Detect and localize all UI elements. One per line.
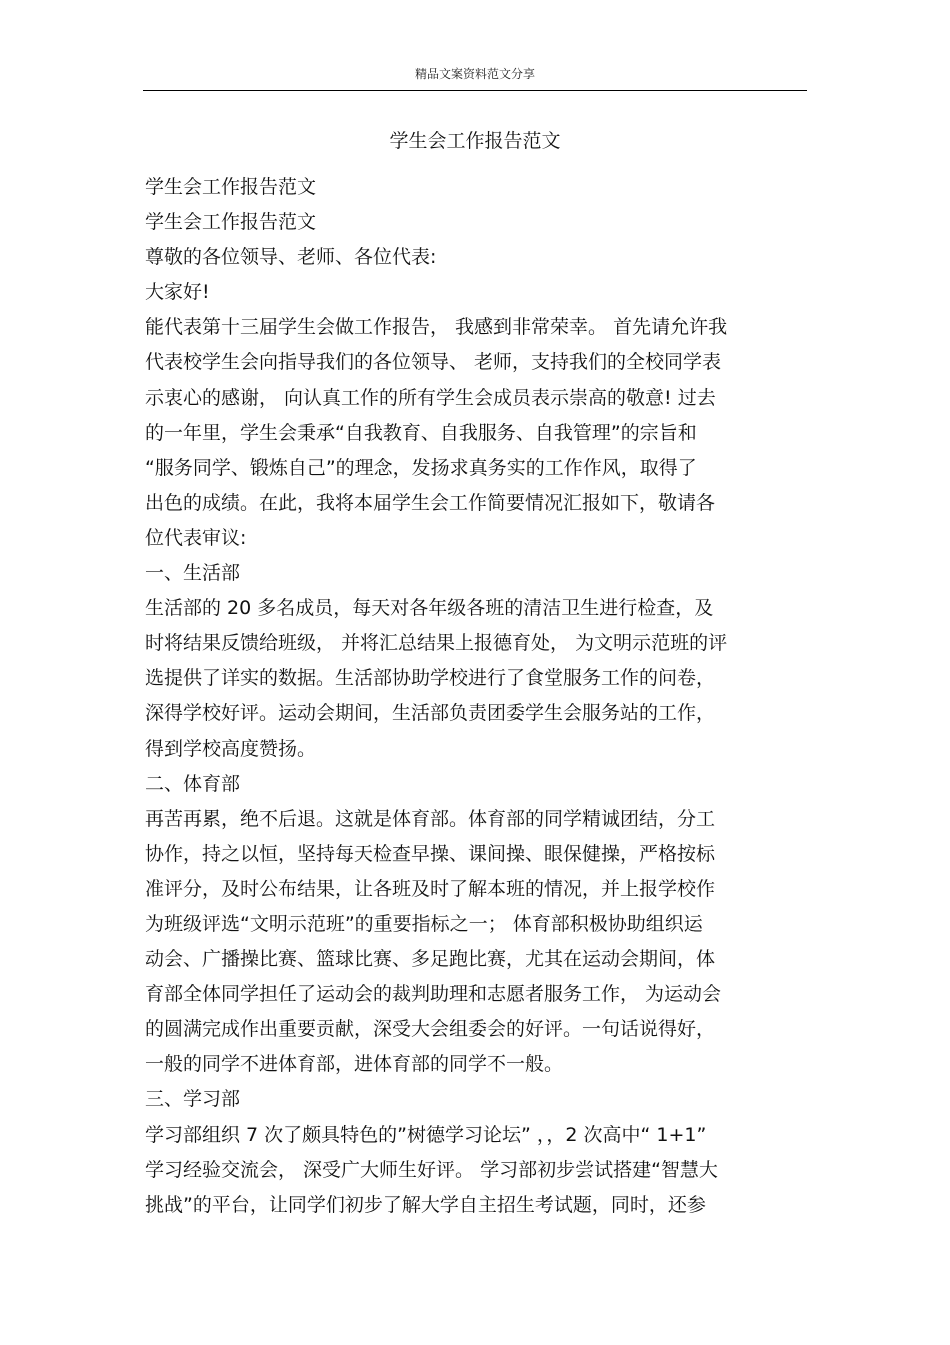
document-body [145,170,815,1223]
body-line: 大家好! [145,281,210,304]
body-line: 得到学校高度赞扬。 [145,737,317,760]
body-line: 学习经验交流会， 深受广大师生好评。 学习部初步尝试搭建“智慧大 [145,1158,718,1181]
body-line: 生活部的 20 多名成员，每天对各年级各班的清洁卫生进行检查，及 [145,597,714,620]
body-line: 育部全体同学担任了运动会的裁判助理和志愿者服务工作， 为运动会 [145,983,722,1006]
body-line: 二、体育部 [145,772,241,795]
body-line: 尊敬的各位领导、老师、各位代表: [145,246,437,269]
body-line: 学生会工作报告范文 [145,176,317,198]
body-line: 再苦再累，绝不后退。这就是体育部。体育部的同学精诚团结，分工 [145,807,716,830]
body-line: 动会、广播操比赛、篮球比赛、多足跑比赛，尤其在运动会期间，体 [145,948,716,971]
body-line: 准评分，及时公布结果，让各班及时了解本班的情况，并上报学校作 [145,877,716,900]
body-line: 的圆满完成作出重要贡献，深受大会组委会的好评。一句话说得好， [145,1018,716,1041]
body-line: 学生会工作报告范文 [145,211,317,234]
body-line: 位代表审议: [145,526,247,549]
body-line: 的一年里，学生会秉承“自我教育、自我服务、自我管理”的宗旨和 [145,421,697,444]
page-header: 精品文案资料范文分享 [414,67,535,81]
body-line: 示衷心的感谢， 向认真工作的所有学生会成员表示崇高的敬意! 过去 [145,386,716,409]
body-line: 能代表第十三届学生会做工作报告， 我感到非常荣幸。 首先请允许我 [145,316,728,339]
body-line: 挑战”的平台，让同学们初步了解大学自主招生考试题，同时，还参 [145,1193,706,1216]
header-divider [143,90,807,91]
body-line: 一般的同学不进体育部，进体育部的同学不一般。 [145,1053,564,1076]
body-line: 为班级评选“文明示范班”的重要指标之一； 体育部积极协助组织运 [145,912,703,935]
body-line: 时将结果反馈给班级， 并将汇总结果上报德育处， 为文明示范班的评 [145,632,728,655]
body-line: 深得学校好评。运动会期间，生活部负责团委学生会服务站的工作， [145,702,716,725]
document-title: 学生会工作报告范文 [389,130,561,152]
body-line: “服务同学、锻炼自己”的理念，发扬求真务实的工作作风，取得了 [145,456,697,479]
body-line: 选提供了详实的数据。生活部协助学校进行了食堂服务工作的问卷， [145,667,716,690]
body-line: 出色的成绩。在此，我将本届学生会工作简要情况汇报如下，敬请各 [145,491,716,514]
body-line: 代表校学生会向指导我们的各位领导、 老师，支持我们的全校同学表 [145,351,722,374]
body-line: 学习部组织 7 次了颇具特色的”树德学习论坛” ，，2 次高中“ 1+1” [145,1123,707,1146]
body-line: 三、学习部 [145,1088,241,1111]
body-line: 一、生活部 [145,562,241,585]
body-line: 协作，持之以恒，坚持每天检查早操、课间操、眼保健操，严格按标 [145,842,716,865]
